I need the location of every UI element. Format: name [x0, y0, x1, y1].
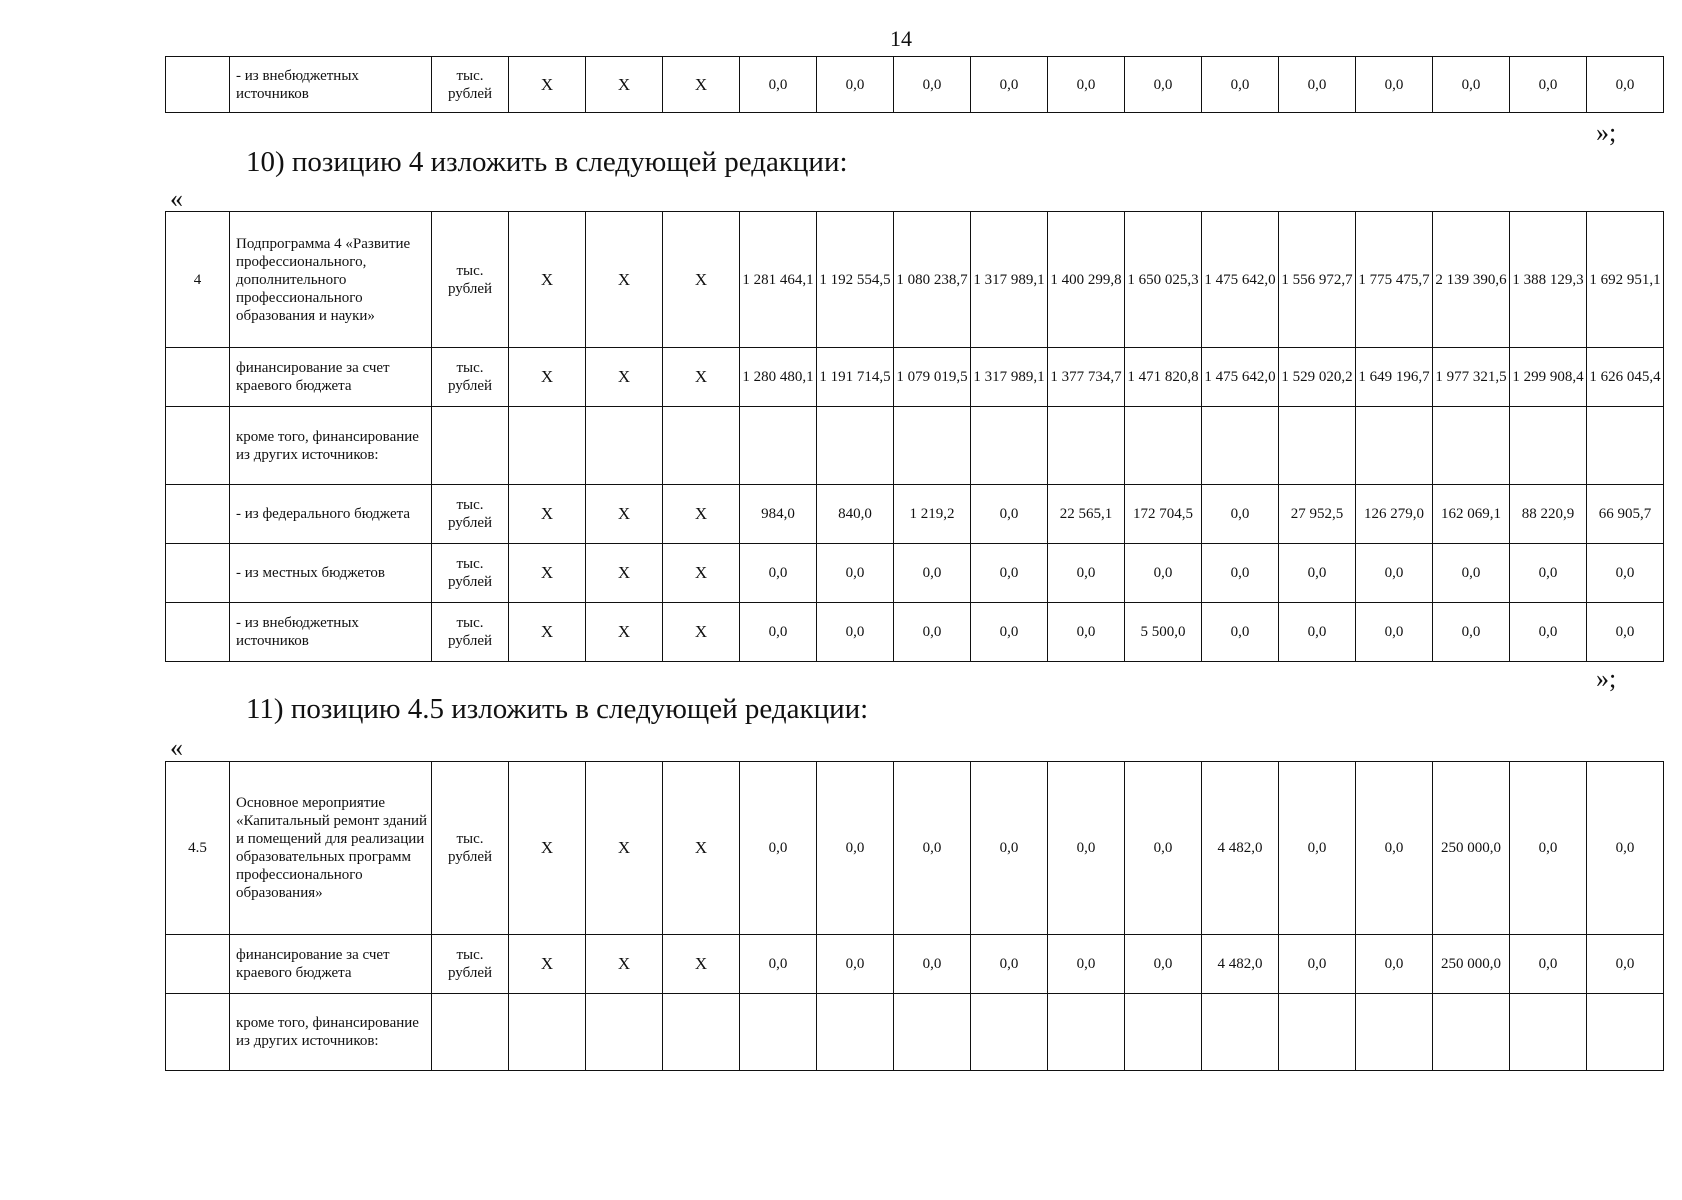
- value-cell: 0,0: [1356, 762, 1433, 935]
- value-cell: 0,0: [1510, 935, 1587, 994]
- value-cell: 0,0: [894, 544, 971, 603]
- value-cell: 1 649 196,7: [1356, 348, 1433, 407]
- value-cell: 0,0: [1433, 544, 1510, 603]
- unit-cell: тыс. рублей: [432, 935, 509, 994]
- row-name-cell: - из внебюджетных источников: [230, 603, 432, 662]
- table-row: [166, 544, 1664, 603]
- value-cell: 0,0: [1202, 544, 1279, 603]
- value-cell: 0,0: [1048, 762, 1125, 935]
- row-number-cell: [166, 544, 230, 603]
- value-cell: 22 565,1: [1048, 485, 1125, 544]
- position-4-5-table: [165, 761, 1664, 1071]
- value-cell: 0,0: [1587, 762, 1664, 935]
- value-cell: 0,0: [1433, 603, 1510, 662]
- value-cell: [1587, 407, 1664, 485]
- value-cell: 162 069,1: [1433, 485, 1510, 544]
- value-cell: 126 279,0: [1356, 485, 1433, 544]
- value-cell: 0,0: [740, 603, 817, 662]
- row-name-cell: Подпрограмма 4 «Развитие профессионального, дополнительного профессионального образования и науки»: [230, 212, 432, 348]
- x-mark-cell: X: [663, 603, 740, 662]
- value-cell: 0,0: [1510, 57, 1587, 113]
- x-mark-cell: X: [586, 603, 663, 662]
- value-cell: 66 905,7: [1587, 485, 1664, 544]
- value-cell: [1510, 407, 1587, 485]
- x-mark-cell: X: [509, 935, 586, 994]
- value-cell: [1279, 994, 1356, 1071]
- x-mark-cell: X: [509, 603, 586, 662]
- row-number-cell: [166, 485, 230, 544]
- value-cell: 0,0: [894, 57, 971, 113]
- row-number-cell: [166, 994, 230, 1071]
- value-cell: 0,0: [740, 544, 817, 603]
- value-cell: 1 377 734,7: [1048, 348, 1125, 407]
- row-name-cell: - из местных бюджетов: [230, 544, 432, 603]
- row-number-cell: [166, 407, 230, 485]
- value-cell: [971, 994, 1048, 1071]
- value-cell: 1 280 480,1: [740, 348, 817, 407]
- value-cell: 0,0: [1587, 544, 1664, 603]
- value-cell: 0,0: [1125, 762, 1202, 935]
- value-cell: 27 952,5: [1279, 485, 1356, 544]
- x-mark-cell: X: [586, 935, 663, 994]
- value-cell: 4 482,0: [1202, 762, 1279, 935]
- value-cell: 0,0: [1356, 544, 1433, 603]
- x-mark-cell: X: [509, 212, 586, 348]
- table-row: [166, 212, 1664, 348]
- value-cell: 0,0: [1279, 762, 1356, 935]
- table-row: [166, 994, 1664, 1071]
- value-cell: 1 626 045,4: [1587, 348, 1664, 407]
- value-cell: 1 692 951,1: [1587, 212, 1664, 348]
- value-cell: 1 281 464,1: [740, 212, 817, 348]
- table-row: [166, 935, 1664, 994]
- x-mark-cell: X: [586, 544, 663, 603]
- value-cell: 1 219,2: [894, 485, 971, 544]
- value-cell: 0,0: [894, 762, 971, 935]
- value-cell: 0,0: [1125, 57, 1202, 113]
- value-cell: 0,0: [971, 544, 1048, 603]
- x-mark-cell: X: [509, 57, 586, 113]
- value-cell: 0,0: [1125, 935, 1202, 994]
- row-name-cell: - из федерального бюджета: [230, 485, 432, 544]
- value-cell: 0,0: [1587, 935, 1664, 994]
- value-cell: [1202, 994, 1279, 1071]
- value-cell: 1 400 299,8: [1048, 212, 1125, 348]
- value-cell: 0,0: [971, 603, 1048, 662]
- x-mark-cell: [586, 407, 663, 485]
- x-mark-cell: [509, 994, 586, 1071]
- value-cell: 0,0: [1202, 603, 1279, 662]
- value-cell: 1 079 019,5: [894, 348, 971, 407]
- value-cell: 1 191 714,5: [817, 348, 894, 407]
- value-cell: 250 000,0: [1433, 935, 1510, 994]
- unit-cell: тыс. рублей: [432, 544, 509, 603]
- unit-cell: [432, 407, 509, 485]
- value-cell: [1125, 407, 1202, 485]
- value-cell: 1 556 972,7: [1279, 212, 1356, 348]
- value-cell: [740, 407, 817, 485]
- x-mark-cell: X: [663, 544, 740, 603]
- value-cell: 1 977 321,5: [1433, 348, 1510, 407]
- value-cell: 0,0: [817, 935, 894, 994]
- value-cell: [1356, 994, 1433, 1071]
- value-cell: 0,0: [894, 935, 971, 994]
- value-cell: 1 317 989,1: [971, 212, 1048, 348]
- x-mark-cell: X: [586, 762, 663, 935]
- section-heading-11: 11) позицию 4.5 изложить в следующей редакции:: [246, 693, 869, 725]
- value-cell: 0,0: [1125, 544, 1202, 603]
- value-cell: 0,0: [817, 57, 894, 113]
- value-cell: 840,0: [817, 485, 894, 544]
- row-number-cell: 4.5: [166, 762, 230, 935]
- value-cell: 0,0: [1279, 603, 1356, 662]
- value-cell: 0,0: [1048, 57, 1125, 113]
- unit-cell: тыс. рублей: [432, 57, 509, 113]
- unit-cell: тыс. рублей: [432, 603, 509, 662]
- x-mark-cell: [663, 407, 740, 485]
- row-name-cell: кроме того, финансирование из других источников:: [230, 407, 432, 485]
- opening-quote: «: [170, 184, 183, 213]
- row-name-cell: финансирование за счет краевого бюджета: [230, 348, 432, 407]
- value-cell: 0,0: [1048, 544, 1125, 603]
- row-number-cell: [166, 603, 230, 662]
- value-cell: 4 482,0: [1202, 935, 1279, 994]
- value-cell: 0,0: [740, 935, 817, 994]
- value-cell: 250 000,0: [1433, 762, 1510, 935]
- value-cell: 1 475 642,0: [1202, 212, 1279, 348]
- value-cell: 0,0: [1510, 762, 1587, 935]
- row-name-cell: Основное мероприятие «Капитальный ремонт зданий и помещений для реализации образовательных программ профессионального образования»: [230, 762, 432, 935]
- unit-cell: [432, 994, 509, 1071]
- unit-cell: тыс. рублей: [432, 485, 509, 544]
- x-mark-cell: X: [663, 485, 740, 544]
- table-row: [166, 603, 1664, 662]
- x-mark-cell: X: [663, 57, 740, 113]
- value-cell: 984,0: [740, 485, 817, 544]
- row-name-cell: кроме того, финансирование из других источников:: [230, 994, 432, 1071]
- value-cell: 0,0: [1510, 544, 1587, 603]
- value-cell: 1 775 475,7: [1356, 212, 1433, 348]
- value-cell: 1 650 025,3: [1125, 212, 1202, 348]
- value-cell: [971, 407, 1048, 485]
- value-cell: 0,0: [817, 762, 894, 935]
- value-cell: [1433, 407, 1510, 485]
- continuation-table: [165, 56, 1664, 113]
- value-cell: 5 500,0: [1125, 603, 1202, 662]
- x-mark-cell: X: [586, 212, 663, 348]
- value-cell: 0,0: [1279, 544, 1356, 603]
- value-cell: 0,0: [894, 603, 971, 662]
- value-cell: [1279, 407, 1356, 485]
- x-mark-cell: X: [663, 212, 740, 348]
- value-cell: 0,0: [1433, 57, 1510, 113]
- x-mark-cell: X: [509, 348, 586, 407]
- value-cell: 0,0: [1202, 485, 1279, 544]
- x-mark-cell: [509, 407, 586, 485]
- value-cell: 0,0: [1587, 603, 1664, 662]
- x-mark-cell: X: [509, 544, 586, 603]
- value-cell: [894, 407, 971, 485]
- x-mark-cell: X: [586, 57, 663, 113]
- value-cell: 0,0: [1587, 57, 1664, 113]
- value-cell: [1510, 994, 1587, 1071]
- value-cell: [1125, 994, 1202, 1071]
- value-cell: [894, 994, 971, 1071]
- value-cell: [1356, 407, 1433, 485]
- x-mark-cell: [586, 994, 663, 1071]
- value-cell: 0,0: [1279, 935, 1356, 994]
- x-mark-cell: X: [663, 762, 740, 935]
- value-cell: 0,0: [971, 762, 1048, 935]
- value-cell: 0,0: [971, 485, 1048, 544]
- value-cell: 0,0: [1048, 603, 1125, 662]
- section-heading-10: 10) позицию 4 изложить в следующей редакции:: [246, 146, 848, 178]
- table-row: [166, 57, 1664, 113]
- x-mark-cell: X: [663, 935, 740, 994]
- x-mark-cell: X: [509, 485, 586, 544]
- value-cell: 0,0: [971, 57, 1048, 113]
- x-mark-cell: X: [663, 348, 740, 407]
- position-4-table: [165, 211, 1664, 662]
- value-cell: 0,0: [817, 603, 894, 662]
- row-name-cell: финансирование за счет краевого бюджета: [230, 935, 432, 994]
- value-cell: 0,0: [971, 935, 1048, 994]
- unit-cell: тыс. рублей: [432, 348, 509, 407]
- table-row: [166, 485, 1664, 544]
- value-cell: 1 080 238,7: [894, 212, 971, 348]
- value-cell: 0,0: [1202, 57, 1279, 113]
- value-cell: 0,0: [740, 762, 817, 935]
- value-cell: [817, 407, 894, 485]
- value-cell: 0,0: [1510, 603, 1587, 662]
- x-mark-cell: X: [586, 485, 663, 544]
- value-cell: 0,0: [1279, 57, 1356, 113]
- closing-quote: »;: [1596, 664, 1617, 693]
- value-cell: 0,0: [1048, 935, 1125, 994]
- value-cell: [1048, 994, 1125, 1071]
- value-cell: 1 529 020,2: [1279, 348, 1356, 407]
- value-cell: 172 704,5: [1125, 485, 1202, 544]
- value-cell: [1202, 407, 1279, 485]
- opening-quote: «: [170, 733, 183, 762]
- closing-quote: »;: [1596, 118, 1617, 147]
- value-cell: 88 220,9: [1510, 485, 1587, 544]
- value-cell: 0,0: [1356, 603, 1433, 662]
- value-cell: 1 475 642,0: [1202, 348, 1279, 407]
- row-number-cell: [166, 348, 230, 407]
- table-row: [166, 348, 1664, 407]
- value-cell: 0,0: [740, 57, 817, 113]
- unit-cell: тыс. рублей: [432, 212, 509, 348]
- x-mark-cell: X: [586, 348, 663, 407]
- value-cell: [1587, 994, 1664, 1071]
- value-cell: 1 192 554,5: [817, 212, 894, 348]
- value-cell: [1433, 994, 1510, 1071]
- value-cell: 1 388 129,3: [1510, 212, 1587, 348]
- row-number-cell: [166, 57, 230, 113]
- x-mark-cell: [663, 994, 740, 1071]
- value-cell: 0,0: [1356, 57, 1433, 113]
- value-cell: [740, 994, 817, 1071]
- value-cell: 0,0: [1356, 935, 1433, 994]
- row-number-cell: 4: [166, 212, 230, 348]
- value-cell: [817, 994, 894, 1071]
- table-row: [166, 762, 1664, 935]
- value-cell: 1 471 820,8: [1125, 348, 1202, 407]
- value-cell: 0,0: [817, 544, 894, 603]
- value-cell: 1 317 989,1: [971, 348, 1048, 407]
- page-number: 14: [890, 26, 912, 51]
- value-cell: 1 299 908,4: [1510, 348, 1587, 407]
- row-number-cell: [166, 935, 230, 994]
- row-name-cell: - из внебюджетных источников: [230, 57, 432, 113]
- table-row: [166, 407, 1664, 485]
- x-mark-cell: X: [509, 762, 586, 935]
- unit-cell: тыс. рублей: [432, 762, 509, 935]
- value-cell: [1048, 407, 1125, 485]
- value-cell: 2 139 390,6: [1433, 212, 1510, 348]
